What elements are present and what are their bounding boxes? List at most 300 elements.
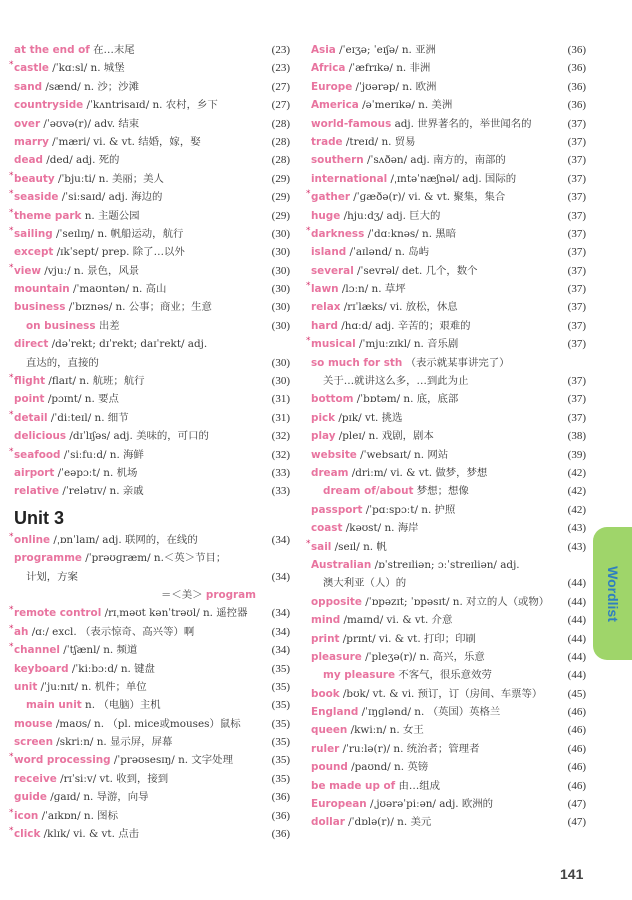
wordlist-entry [14, 770, 290, 788]
headword: guide [14, 791, 47, 804]
entry-definition: /ˈæfrɪkə/ n. 非洲 [345, 62, 431, 75]
headword: play [311, 430, 336, 443]
entry-definition: /ˈəʊvə(r)/ adv. 结束 [40, 117, 140, 130]
entry-definition: 在…末尾 [89, 44, 135, 56]
headword: remote control [14, 607, 102, 620]
headword: castle [14, 62, 49, 75]
page-reference: (30) [271, 264, 290, 277]
headword: Asia [311, 44, 336, 56]
entry-note: ＝＜美＞ [161, 588, 206, 601]
headword: my pleasure [323, 669, 396, 682]
entry-definition: /ˈmæri/ vi. & vt. 结婚，嫁，娶 [48, 135, 201, 148]
entry-definition: /ˈsevrəl/ det. 几个，数个 [353, 264, 478, 277]
page-reference: (27) [271, 80, 290, 93]
entry-definition: /ˈsʌðən/ adj. 南方的，南部的 [363, 154, 506, 167]
entry-definition: /ˈbjuːti/ n. 美丽；美人 [54, 172, 164, 185]
entry-definition: 直达的，直接的 [26, 356, 99, 369]
page-reference: (37) [567, 117, 586, 130]
wordlist-entry [14, 788, 290, 806]
headword: dream [311, 466, 349, 479]
page-reference: (37) [567, 338, 586, 351]
key-word-star-icon: * [9, 262, 14, 273]
page-reference: (46) [567, 779, 586, 792]
headword: sand [14, 80, 43, 93]
entry-definition: /ˈsiːsaɪd/ adj. 海边的 [58, 191, 163, 204]
wordlist-entry [311, 298, 586, 316]
page-reference: (46) [567, 742, 586, 755]
headword: European [311, 798, 367, 811]
wordlist-entry [311, 519, 586, 537]
headword: so much for sth [311, 356, 403, 369]
wordlist-entry [9, 531, 290, 549]
headword: musical [311, 338, 356, 351]
page-reference: (37) [567, 264, 586, 277]
wordlist-entry [14, 78, 290, 96]
page-reference: (37) [567, 375, 586, 388]
page-reference: (36) [567, 80, 586, 93]
page-reference: (42) [567, 503, 586, 516]
entry-definition: 出差 [95, 319, 120, 332]
page-reference: (34) [271, 625, 290, 638]
page-number: 141 [560, 866, 584, 882]
page-reference: (30) [271, 319, 290, 332]
headword: detail [14, 411, 48, 424]
page-reference: (37) [567, 209, 586, 222]
wordlist-entry [14, 678, 290, 696]
headword: print [311, 632, 340, 645]
key-word-star-icon: * [9, 752, 14, 763]
page-reference: (29) [271, 191, 290, 204]
entry-definition: /skriːn/ n. 显示屏，屏幕 [52, 736, 173, 749]
page-reference: (37) [567, 319, 586, 332]
headword: lawn [311, 283, 339, 296]
page-reference: (37) [567, 135, 586, 148]
wordlist-entry [311, 170, 586, 188]
entry-definition: /ˈdiːteɪl/ n. 细节 [47, 411, 129, 424]
headword: dollar [311, 816, 345, 829]
wordlist-entry [311, 464, 586, 482]
page-reference: (37) [567, 411, 586, 424]
wordlist-entry [14, 464, 290, 482]
key-word-star-icon: * [306, 189, 311, 200]
entry-definition: /rɪˈsiːv/ vt. 收到，接到 [56, 772, 169, 785]
page-reference: (44) [567, 632, 586, 645]
entry-definition: /ˈmjuːzɪkl/ n. 音乐剧 [355, 338, 459, 351]
page-reference: (47) [567, 798, 586, 811]
wordlist-entry [9, 604, 290, 622]
entry-definition: （表示就某事讲完了） [402, 356, 510, 369]
wordlist-entry [14, 549, 290, 567]
entry-definition: /ˈjʊərəp/ n. 欧洲 [352, 80, 437, 93]
entry-definition: 由…组成 [395, 779, 441, 792]
page-reference: (27) [271, 99, 290, 112]
page-reference: (38) [567, 430, 586, 443]
wordlist-entry [14, 298, 290, 316]
page-reference: (37) [567, 301, 586, 314]
page-reference: (30) [271, 356, 290, 369]
page-reference: (30) [271, 283, 290, 296]
wordlist-entry [14, 96, 290, 114]
headword: seaside [14, 191, 59, 204]
entry-definition: n. 主题公园 [81, 209, 140, 222]
key-word-star-icon: * [9, 373, 14, 384]
entry-definition: /ˈwebsaɪt/ n. 网站 [356, 448, 449, 461]
headword: seafood [14, 448, 61, 461]
page-reference: (36) [567, 99, 586, 112]
wordlist-entry [14, 335, 290, 353]
page-reference: (46) [567, 761, 586, 774]
entry-definition: /treɪd/ n. 贸易 [342, 135, 416, 148]
entry-definition: /ˌɒnˈlaɪn/ adj. 联网的，在线的 [50, 533, 198, 546]
page-reference: (28) [271, 135, 290, 148]
headword: icon [14, 809, 39, 822]
entry-definition: /ˌɪntəˈnæʃnəl/ adj. 国际的 [387, 172, 517, 185]
headword: sailing [14, 227, 53, 240]
entry-definition: /hjuːdʒ/ adj. 巨大的 [340, 209, 441, 222]
wordlist-entry [14, 733, 290, 751]
entry-definition: /ˈsiːfuːd/ n. 海鲜 [60, 448, 144, 461]
headword: marry [14, 135, 49, 148]
entry-definition: /ɡaɪd/ n. 导游，向导 [46, 791, 149, 804]
headword: mountain [14, 283, 70, 296]
page-reference: (35) [271, 772, 290, 785]
headword: word processing [14, 754, 111, 767]
entry-definition: 关于…就讲这么多，…到此为止 [323, 375, 469, 388]
key-word-star-icon: * [9, 225, 14, 236]
entry-definition: 计划，方案 [26, 570, 78, 583]
entry-definition: /ˈpɑːspɔːt/ n. 护照 [362, 503, 456, 516]
entry-definition: /ˈpleʒə(r)/ n. 高兴，乐意 [361, 650, 485, 663]
wordlist-entry [311, 501, 586, 519]
headword: at the end of [14, 44, 90, 56]
entry-definition: /ˈeəpɔːt/ n. 机场 [54, 466, 138, 479]
wordlist-entry [14, 660, 290, 678]
page-reference: (37) [567, 191, 586, 204]
key-word-star-icon: * [9, 826, 14, 837]
entry-definition: /rɪˈlæks/ vi. 放松，休息 [340, 301, 458, 314]
wordlist-entry [14, 133, 290, 151]
headword: programme [14, 552, 82, 565]
entry-definition: /ˈɪŋɡlənd/ n. （英国）英格兰 [358, 706, 501, 719]
entry-definition: /pɪk/ vt. 挑选 [335, 411, 403, 424]
headword: business [14, 301, 66, 314]
headword: countryside [14, 99, 84, 112]
headword: mind [311, 614, 341, 627]
wordlist-entry [311, 390, 586, 408]
page-reference: (32) [271, 448, 290, 461]
page-reference: (35) [271, 736, 290, 749]
wordlist-entry [14, 390, 290, 408]
entry-definition: 梦想；想像 [413, 485, 469, 498]
wordlist-entry [9, 751, 290, 769]
entry-definition: /ˈdɑːknəs/ n. 黑暗 [364, 227, 457, 240]
wordlist-entry [14, 280, 290, 298]
entry-definition: /bʊk/ vt. & vi. 预订，订（房间、车票等） [339, 687, 543, 700]
page-reference: (36) [567, 62, 586, 75]
wordlist-entry [311, 758, 586, 776]
wordlist-entry [311, 446, 586, 464]
page-reference: (36) [271, 809, 290, 822]
wordlist-entry [14, 151, 290, 169]
page-reference: (23) [271, 62, 290, 75]
page-reference: (30) [271, 375, 290, 388]
page-reference: (33) [271, 466, 290, 479]
headword: pick [311, 411, 336, 424]
key-word-star-icon: * [9, 446, 14, 457]
headword: relax [311, 301, 341, 314]
wordlist-entry [9, 372, 290, 390]
wordlist-entry [311, 41, 586, 59]
headword: trade [311, 135, 343, 148]
key-word-star-icon: * [306, 281, 311, 292]
wordlist-entry [14, 427, 290, 445]
wordlist-entry [306, 225, 586, 243]
wordlist-entry [306, 188, 586, 206]
wordlist-entry [14, 41, 290, 59]
entry-definition: /ˈdɒlə(r)/ n. 美元 [344, 816, 432, 829]
key-word-star-icon: * [9, 531, 14, 542]
headword: dead [14, 154, 43, 167]
wordlist-entry [306, 538, 586, 556]
page-reference: (34) [271, 533, 290, 546]
key-word-star-icon: * [306, 538, 311, 549]
headword: online [14, 533, 51, 546]
headword: unit [14, 680, 38, 693]
headword: coast [311, 522, 343, 535]
entry-definition: /pleɪ/ n. 戏剧，剧本 [335, 430, 434, 443]
wordlist-entry [311, 262, 586, 280]
headword: screen [14, 736, 53, 749]
wordlist-entry [14, 115, 290, 133]
page-reference: (34) [271, 570, 290, 583]
headword: international [311, 172, 388, 185]
headword: relative [14, 485, 60, 498]
page-reference: (42) [567, 466, 586, 479]
entry-definition: /flaɪt/ n. 航班；航行 [45, 375, 145, 388]
page-reference: (37) [567, 227, 586, 240]
wordlist-entry [311, 630, 586, 648]
entry-definition: /klɪk/ vi. & vt. 点击 [40, 828, 139, 841]
headword: pound [311, 761, 348, 774]
key-word-star-icon: * [9, 623, 14, 634]
entry-definition: /seɪl/ n. 帆 [331, 540, 387, 553]
headword: ah [14, 625, 29, 638]
entry-definition: /lɔːn/ n. 草坪 [338, 283, 406, 296]
headword: passport [311, 503, 363, 516]
headword: hard [311, 319, 338, 332]
headword: Australian [311, 558, 372, 571]
page-reference: (37) [567, 246, 586, 259]
wordlist-entry [9, 623, 290, 641]
headword: island [311, 246, 347, 259]
page-reference: (34) [271, 644, 290, 657]
page-reference: (30) [271, 227, 290, 240]
headword: click [14, 828, 41, 841]
headword: England [311, 706, 359, 719]
page-reference: (33) [271, 485, 290, 498]
entry-definition: /ˈeɪʒə; ˈeɪʃə/ n. 亚洲 [335, 44, 436, 56]
entry-definition: /kwiːn/ n. 女王 [347, 724, 424, 737]
wordlist-entry [311, 59, 586, 77]
entry-definition: n. （电脑）主机 [81, 699, 161, 712]
headword: queen [311, 724, 348, 737]
page-reference: (35) [271, 754, 290, 767]
entry-definition: /ˈaɪkɒn/ n. 图标 [38, 809, 118, 822]
headword: mouse [14, 717, 53, 730]
page-reference: (35) [271, 680, 290, 693]
wordlist-entry [311, 354, 586, 372]
headword: ruler [311, 742, 340, 755]
entry-definition: /rɪˌməʊt kənˈtrəʊl/ n. 遥控器 [101, 607, 248, 620]
headword: America [311, 99, 359, 112]
headword: several [311, 264, 354, 277]
entry-definition: /ˈɡæðə(r)/ vi. & vt. 聚集，集合 [350, 191, 506, 204]
entry-definition: /ˈbɒtəm/ n. 底，底部 [353, 393, 459, 406]
headword: view [14, 264, 41, 277]
wordlist-entry [311, 777, 586, 795]
wordlist-entry [9, 641, 290, 659]
wordlist-entry [311, 721, 586, 739]
entry-definition: /ˈkiːbɔːd/ n. 键盘 [68, 662, 155, 675]
entry-definition: /ded/ adj. 死的 [42, 154, 120, 167]
entry-definition: 不客气，很乐意效劳 [395, 669, 492, 682]
wordlist-entry [311, 243, 586, 261]
headword: receive [14, 772, 57, 785]
headword: Europe [311, 80, 353, 93]
headword: except [14, 246, 54, 259]
page-reference: (44) [567, 614, 586, 627]
page-reference: (35) [271, 717, 290, 730]
wordlist-entry [14, 482, 290, 500]
entry-definition: /ˈseɪlɪŋ/ n. 帆船运动，航行 [52, 227, 184, 240]
headword: airport [14, 466, 55, 479]
page-reference: (32) [271, 430, 290, 443]
page-reference: (44) [567, 577, 586, 590]
wordlist-entry [311, 813, 586, 831]
headword: southern [311, 154, 364, 167]
headword: darkness [311, 227, 365, 240]
headword: delicious [14, 430, 67, 443]
entry-definition: /dɪˈlɪʃəs/ adj. 美味的，可口的 [66, 430, 209, 443]
entry-definition: /driːm/ vi. & vt. 做梦，梦想 [348, 466, 488, 479]
key-word-star-icon: * [306, 225, 311, 236]
wordlist-entry [14, 696, 290, 714]
entry-definition: /vjuː/ n. 景色，风景 [40, 264, 140, 277]
wordlist-entry [311, 372, 586, 390]
wordlist-entry [311, 96, 586, 114]
wordlist-entry [9, 807, 290, 825]
page-reference: (28) [271, 117, 290, 130]
page-reference: (47) [567, 816, 586, 829]
wordlist-entry [311, 666, 586, 684]
headword: website [311, 448, 357, 461]
key-word-star-icon: * [9, 642, 14, 653]
page-reference: (44) [567, 669, 586, 682]
wordlist-entry [311, 685, 586, 703]
page-reference: (37) [567, 172, 586, 185]
page-reference: (46) [567, 706, 586, 719]
entry-definition: adj. 世界著名的，举世闻名的 [391, 117, 532, 130]
page-reference: (43) [567, 522, 586, 535]
page-reference: (29) [271, 172, 290, 185]
wordlist-entry [311, 78, 586, 96]
headword: beauty [14, 172, 55, 185]
page-reference: (36) [271, 828, 290, 841]
page-reference: (34) [271, 607, 290, 620]
entry-definition: /sænd/ n. 沙；沙滩 [42, 80, 139, 93]
wordlist-entry [311, 703, 586, 721]
key-word-star-icon: * [9, 409, 14, 420]
entry-definition: /ˈprəʊsesɪŋ/ n. 文字处理 [110, 754, 233, 767]
key-word-star-icon: * [9, 605, 14, 616]
page-reference: (42) [567, 485, 586, 498]
entry-definition: /maʊs/ n. （pl. mice或mouses）鼠标 [52, 717, 241, 730]
headword: theme park [14, 209, 82, 222]
key-word-star-icon: * [9, 60, 14, 71]
headword: dream of/about [323, 485, 414, 498]
wordlist-entry [9, 188, 290, 206]
headword: book [311, 687, 340, 700]
headword: direct [14, 338, 49, 351]
headword: be made up of [311, 779, 396, 792]
wordlist-entry [9, 446, 290, 464]
wordlist-entry [306, 335, 586, 353]
headword: huge [311, 209, 341, 222]
page-reference: (23) [271, 44, 290, 56]
entry-definition: /kəʊst/ n. 海岸 [342, 522, 419, 535]
page-reference: (31) [271, 411, 290, 424]
wordlist-entry [311, 740, 586, 758]
wordlist-entry [14, 715, 290, 733]
entry-definition: /pɔɪnt/ n. 要点 [44, 393, 119, 406]
wordlist-entry [9, 262, 290, 280]
wordlist-entry [311, 611, 586, 629]
page-reference: (44) [567, 595, 586, 608]
wordlist-side-tab [593, 527, 632, 660]
entry-definition: /ɪkˈsept/ prep. 除了…以外 [53, 246, 185, 259]
wordlist-entry [311, 556, 586, 574]
headword: pleasure [311, 650, 362, 663]
headword: opposite [311, 595, 362, 608]
wordlist-entry [14, 568, 290, 586]
wordlist-entry [311, 133, 586, 151]
entry-definition: /paʊnd/ n. 英镑 [347, 761, 429, 774]
page-reference: (30) [271, 301, 290, 314]
wordlist-right-column [306, 41, 586, 832]
page-reference: (35) [271, 699, 290, 712]
entry-definition: 澳大利亚（人）的 [323, 577, 407, 590]
wordlist-entry [9, 59, 290, 77]
headword: on business [26, 319, 96, 332]
wordlist-entry [311, 115, 586, 133]
entry-definition: /ˈruːlə(r)/ n. 统治者；管理者 [339, 742, 480, 755]
page-reference: (46) [567, 724, 586, 737]
wordlist-entry [14, 586, 290, 604]
entry-definition: /ˈrelətɪv/ n. 亲戚 [59, 485, 144, 498]
entry-definition: /ˈkʌntrisaɪd/ n. 农村，乡下 [83, 99, 218, 112]
headword: program [205, 588, 256, 601]
entry-definition: /hɑːd/ adj. 辛苦的；艰难的 [337, 319, 471, 332]
page-reference: (39) [567, 448, 586, 461]
headword: Africa [311, 62, 346, 75]
page-reference: (31) [271, 393, 290, 406]
page-reference: (35) [271, 662, 290, 675]
key-word-star-icon: * [306, 336, 311, 347]
entry-definition: /dəˈrekt; dɪˈrekt; daɪˈrekt/ adj. [48, 338, 208, 351]
key-word-star-icon: * [9, 207, 14, 218]
headword: main unit [26, 699, 82, 712]
entry-definition: /ˈjuːnɪt/ n. 机件；单位 [37, 680, 147, 693]
